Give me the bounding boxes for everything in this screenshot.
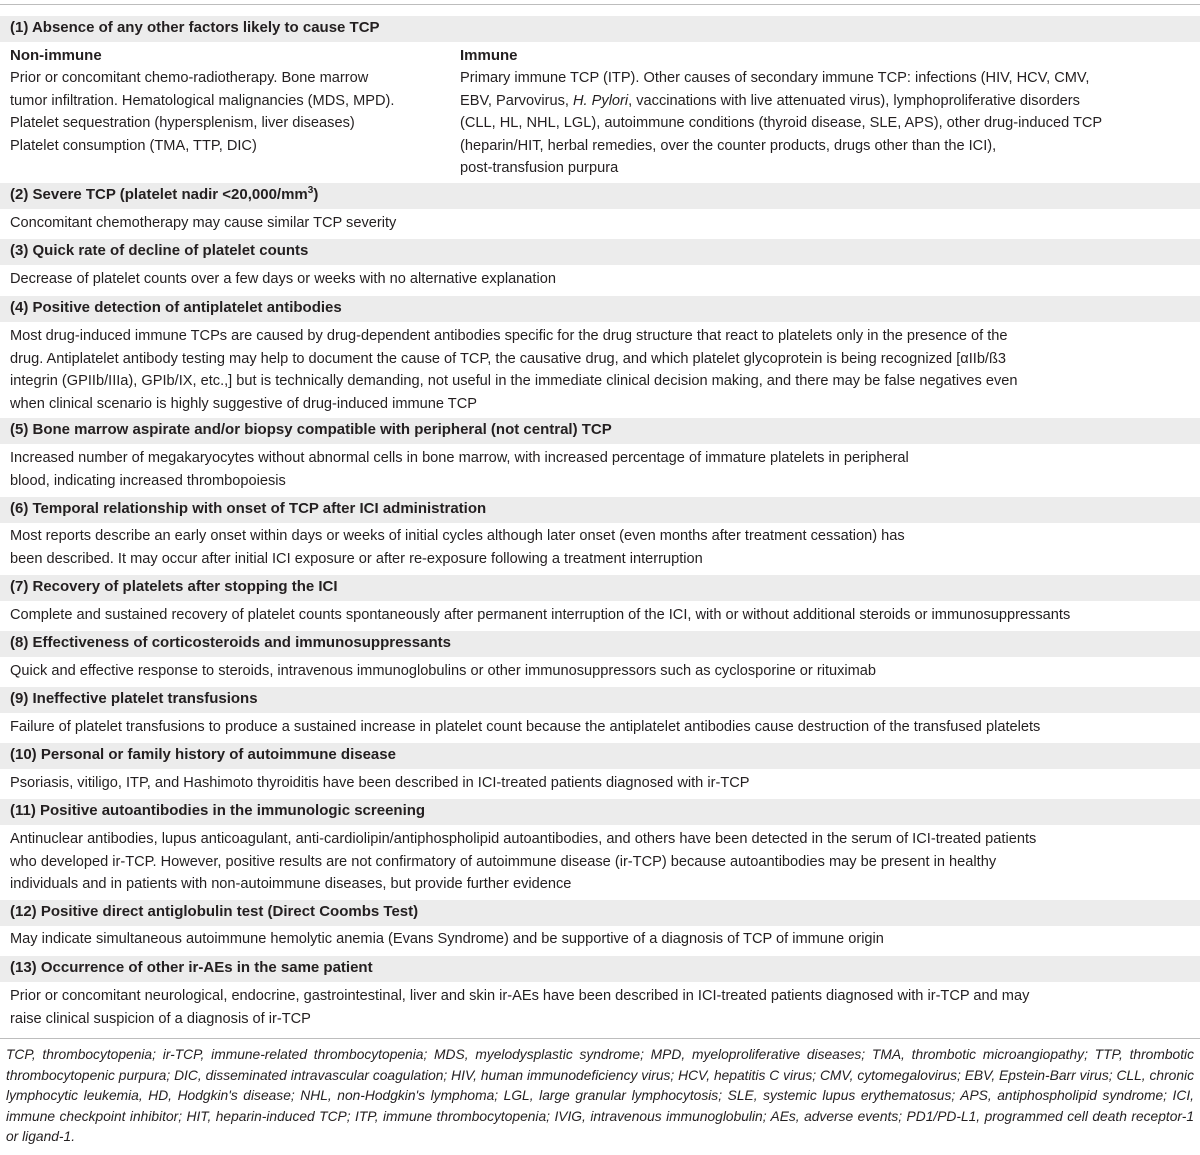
non-immune-line: Platelet consumption (TMA, TTP, DIC) xyxy=(10,137,257,154)
non-immune-line: Prior or concomitant chemo-radiotherapy. Bone marrow xyxy=(10,70,369,86)
immune-line xyxy=(460,90,1192,113)
immune-line: (CLL, HL, NHL, LGL), autoimmune conditions (thyroid disease, SLE, APS), other drug-induced TCP xyxy=(460,115,1103,131)
criterion-6-text xyxy=(10,525,1192,570)
criterion-9-text: Failure of platelet transfusions to produce a sustained increase in platelet count because the antiplatelet antibodies cause destruction of the transfused platelets xyxy=(10,719,1041,735)
criterion-13-text xyxy=(10,985,1192,1030)
criterion-2-header xyxy=(10,184,1192,206)
criterion-11-text xyxy=(10,828,1192,896)
criterion-4-line: when clinical scenario is highly suggestive of drug-induced immune TCP xyxy=(10,395,477,412)
criterion-2-header-close: ) xyxy=(313,186,319,203)
immune-line: Primary immune TCP (ITP). Other causes of secondary immune TCP: infections (HIV, HCV, CMV, xyxy=(460,70,1090,86)
immune-heading: Immune xyxy=(460,47,518,64)
non-immune-line: tumor infiltration. Hematological malignancies (MDS, MPD). xyxy=(10,92,395,109)
criterion-2-header-text: (2) Severe TCP (platelet nadir <20,000/mm xyxy=(10,186,308,203)
non-immune-line: Platelet sequestration (hypersplenism, liver diseases) xyxy=(10,115,355,131)
criterion-13-header: (13) Occurrence of other ir-AEs in the same patient xyxy=(10,959,373,976)
criterion-3-header: (3) Quick rate of decline of platelet counts xyxy=(10,242,309,259)
immune-line: post-transfusion purpura xyxy=(460,160,619,176)
criterion-13-line: Prior or concomitant neurological, endocrine, gastrointestinal, liver and skin ir-AEs have been described in ICI-treated patients diagnosed with ir-TCP and may xyxy=(10,988,1030,1004)
criterion-7-header: (7) Recovery of platelets after stopping the ICI xyxy=(10,578,338,595)
criterion-1-header: (1) Absence of any other factors likely to cause TCP xyxy=(10,19,380,36)
criterion-13-line: raise clinical suspicion of a diagnosis of ir-TCP xyxy=(10,1010,311,1027)
criterion-4-line: integrin (GPIIb/IIIa), GPIb/IX, etc.,] but is technically demanding, not useful in the immediate clinical decision making, and there may be false negatives even xyxy=(10,373,1018,389)
bottom-rule xyxy=(0,1038,1200,1039)
criterion-2-superscript: 3 xyxy=(307,185,314,196)
criterion-9-header: (9) Ineffective platelet transfusions xyxy=(10,690,258,707)
criterion-11-line: individuals and in patients with non-autoimmune diseases, but provide further evidence xyxy=(10,876,572,892)
criterion-8-text: Quick and effective response to steroids, intravenous immunoglobulins or other immunosuppressors such as cyclosporine or rituximab xyxy=(10,663,877,679)
criterion-12-text: May indicate simultaneous autoimmune hemolytic anemia (Evans Syndrome) and be supportive of a diagnosis of TCP of immune origin xyxy=(10,931,884,947)
criterion-2-text: Concomitant chemotherapy may cause similar TCP severity xyxy=(10,215,397,231)
criterion-4-line: drug. Antiplatelet antibody testing may help to document the cause of TCP, the causative drug, and which platelet glycoprotein is being recognized [αIIb/ß3 xyxy=(10,350,1007,367)
criterion-5-line: Increased number of megakaryocytes without abnormal cells in bone marrow, with increased percentage of immature platelets in peripheral xyxy=(10,450,909,466)
criterion-4-line: Most drug-induced immune TCPs are caused by drug-dependent antibodies specific for the drug structure that react to platelets only in the presence of the xyxy=(10,328,1008,344)
criterion-3-text: Decrease of platelet counts over a few days or weeks with no alternative explanation xyxy=(10,271,556,287)
criterion-4-header: (4) Positive detection of antiplatelet antibodies xyxy=(10,299,342,316)
criterion-11-line: Antinuclear antibodies, lupus anticoagulant, anti-cardiolipin/antiphospholipid autoantibodies, and others have been detected in the serum of ICI-treated patients xyxy=(10,831,1037,847)
immune-line-part: EBV, Parvovirus, xyxy=(460,92,574,109)
criterion-4-text xyxy=(10,325,1192,415)
criterion-10-header: (10) Personal or family history of autoimmune disease xyxy=(10,746,396,763)
criterion-5-line: blood, indicating increased thrombopoiesis xyxy=(10,472,286,489)
criterion-8-header: (8) Effectiveness of corticosteroids and immunosuppressants xyxy=(10,634,451,651)
criterion-6-header: (6) Temporal relationship with onset of TCP after ICI administration xyxy=(10,500,487,517)
h-pylori-italic: H. Pylori xyxy=(573,92,629,109)
criterion-11-header: (11) Positive autoantibodies in the immunologic screening xyxy=(10,802,426,819)
criterion-5-header: (5) Bone marrow aspirate and/or biopsy compatible with peripheral (not central) TCP xyxy=(10,421,612,438)
criterion-12-header: (12) Positive direct antiglobulin test (Direct Coombs Test) xyxy=(10,903,419,920)
top-rule xyxy=(0,4,1200,5)
criterion-6-line: been described. It may occur after initial ICI exposure or after re-exposure following a treatment interruption xyxy=(10,550,703,567)
criterion-7-text: Complete and sustained recovery of platelet counts spontaneously after permanent interruption of the ICI, with or without additional steroids or immunosuppressants xyxy=(10,607,1071,623)
criterion-11-line: who developed ir-TCP. However, positive results are not confirmatory of autoimmune disease (ir-TCP) because autoantibodies may be present in healthy xyxy=(10,853,997,870)
table-footnote: TCP, thrombocytopenia; ir-TCP, immune-related thrombocytopenia; MDS, myelodysplastic syndrome; MPD, myeloproliferative diseases; TMA, thrombotic microangiopathy; TTP, thrombotic thrombocytopenic purpura; DIC, disseminated intravascular coagulation; HIV, human immunodeficiency virus; HCV, hepatitis C virus; CMV, cytomegalovirus; EBV, Epstein-Barr virus; CLL, chronic lymphocytic leukemia, HD, Hodgkin's disease; NHL, non-Hodgkin's lymphoma; LGL, large granular lymphocytosis; SLE, systemic lupus erythematosus; APS, antiphospholipid syndrome; ICI, immune checkpoint inhibitor; HIT, heparin-induced TCP; ITP, immune thrombocytopenia; IVIG, intravenous immunoglobulin; AEs, adverse events; PD1/PD-L1, programmed cell death receptor-1 or ligand-1. xyxy=(6,1047,1194,1144)
criterion-1-immune xyxy=(460,45,1192,180)
criterion-6-line: Most reports describe an early onset within days or weeks of initial cycles although later onset (even months after treatment cessation) has xyxy=(10,528,905,544)
criterion-10-text: Psoriasis, vitiligo, ITP, and Hashimoto thyroiditis have been described in ICI-treated patients diagnosed with ir-TCP xyxy=(10,775,750,791)
immune-line-part: , vaccinations with live attenuated virus), lymphoproliferative disorders xyxy=(628,92,1080,109)
immune-line: (heparin/HIT, herbal remedies, over the counter products, drugs other than the ICI), xyxy=(460,137,997,154)
criterion-5-text xyxy=(10,447,1192,492)
non-immune-heading: Non-immune xyxy=(10,47,102,64)
criterion-1-non-immune xyxy=(10,45,450,157)
